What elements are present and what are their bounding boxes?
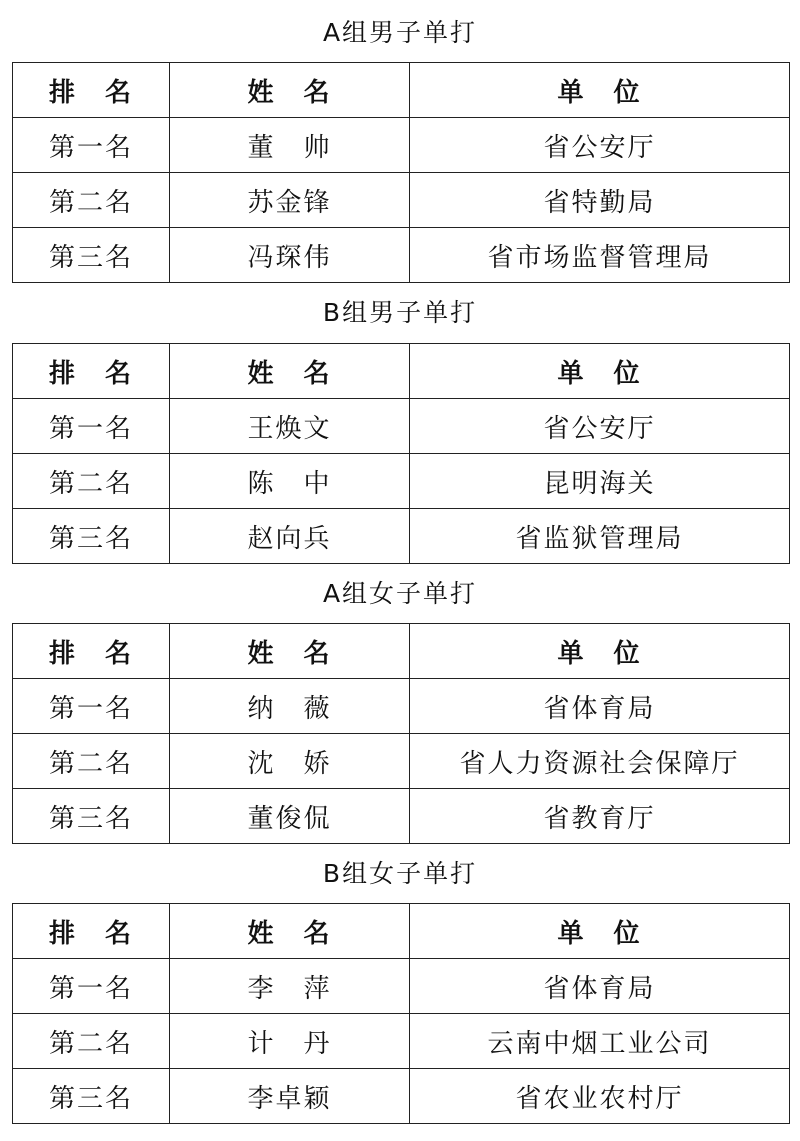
rank-cell: 第三名 [13,789,170,844]
table-row [13,454,790,509]
rank-cell: 第二名 [13,454,170,509]
unit-cell: 省农业农村厅 [410,1069,790,1124]
table-row [13,679,790,734]
unit-cell: 省体育局 [410,679,790,734]
section-title-b-men: B组男子单打 [322,298,478,327]
rank-cell: 第二名 [13,734,170,789]
name-cell: 王焕文 [170,399,410,454]
section-title-b-women: B组女子单打 [322,859,478,888]
name-cell: 赵向兵 [170,509,410,564]
unit-cell: 省监狱管理局 [410,509,790,564]
header-name: 姓 名 [170,904,410,959]
results-table-b-men [12,343,790,564]
header-unit: 单 位 [410,344,790,399]
unit-cell: 云南中烟工业公司 [410,1014,790,1069]
name-cell: 沈 娇 [170,734,410,789]
header-name: 姓 名 [170,344,410,399]
unit-cell: 省教育厅 [410,789,790,844]
name-cell: 董俊侃 [170,789,410,844]
header-name: 姓 名 [170,63,410,118]
table-header-row [13,344,790,399]
name-cell: 冯琛伟 [170,228,410,283]
table-row [13,1069,790,1124]
name-cell: 苏金锋 [170,173,410,228]
results-table-a-men [12,62,790,283]
header-rank: 排 名 [13,904,170,959]
rank-cell: 第一名 [13,118,170,173]
header-unit: 单 位 [410,904,790,959]
table-header-row [13,624,790,679]
table-row [13,734,790,789]
header-rank: 排 名 [13,344,170,399]
rank-cell: 第一名 [13,399,170,454]
rank-cell: 第三名 [13,228,170,283]
unit-cell: 省体育局 [410,959,790,1014]
unit-cell: 省人力资源社会保障厅 [410,734,790,789]
rank-cell: 第二名 [13,1014,170,1069]
unit-cell: 省市场监督管理局 [410,228,790,283]
name-cell: 董 帅 [170,118,410,173]
name-cell: 计 丹 [170,1014,410,1069]
rank-cell: 第一名 [13,679,170,734]
table-row [13,118,790,173]
unit-cell: 省公安厅 [410,399,790,454]
table-row [13,959,790,1014]
name-cell: 陈 中 [170,454,410,509]
table-row [13,1014,790,1069]
rank-cell: 第三名 [13,1069,170,1124]
unit-cell: 省公安厅 [410,118,790,173]
results-table-b-women [12,903,790,1124]
table-header-row [13,63,790,118]
table-row [13,789,790,844]
header-name: 姓 名 [170,624,410,679]
table-row [13,509,790,564]
unit-cell: 省特勤局 [410,173,790,228]
rank-cell: 第二名 [13,173,170,228]
name-cell: 李 萍 [170,959,410,1014]
section-title-a-women: A组女子单打 [322,579,478,608]
table-row [13,173,790,228]
results-table-a-women [12,623,790,844]
section-title-a-men: A组男子单打 [322,18,478,47]
table-row [13,399,790,454]
table-header-row [13,904,790,959]
rank-cell: 第一名 [13,959,170,1014]
header-rank: 排 名 [13,63,170,118]
table-row [13,228,790,283]
header-unit: 单 位 [410,624,790,679]
header-rank: 排 名 [13,624,170,679]
name-cell: 李卓颖 [170,1069,410,1124]
header-unit: 单 位 [410,63,790,118]
unit-cell: 昆明海关 [410,454,790,509]
rank-cell: 第三名 [13,509,170,564]
name-cell: 纳 薇 [170,679,410,734]
